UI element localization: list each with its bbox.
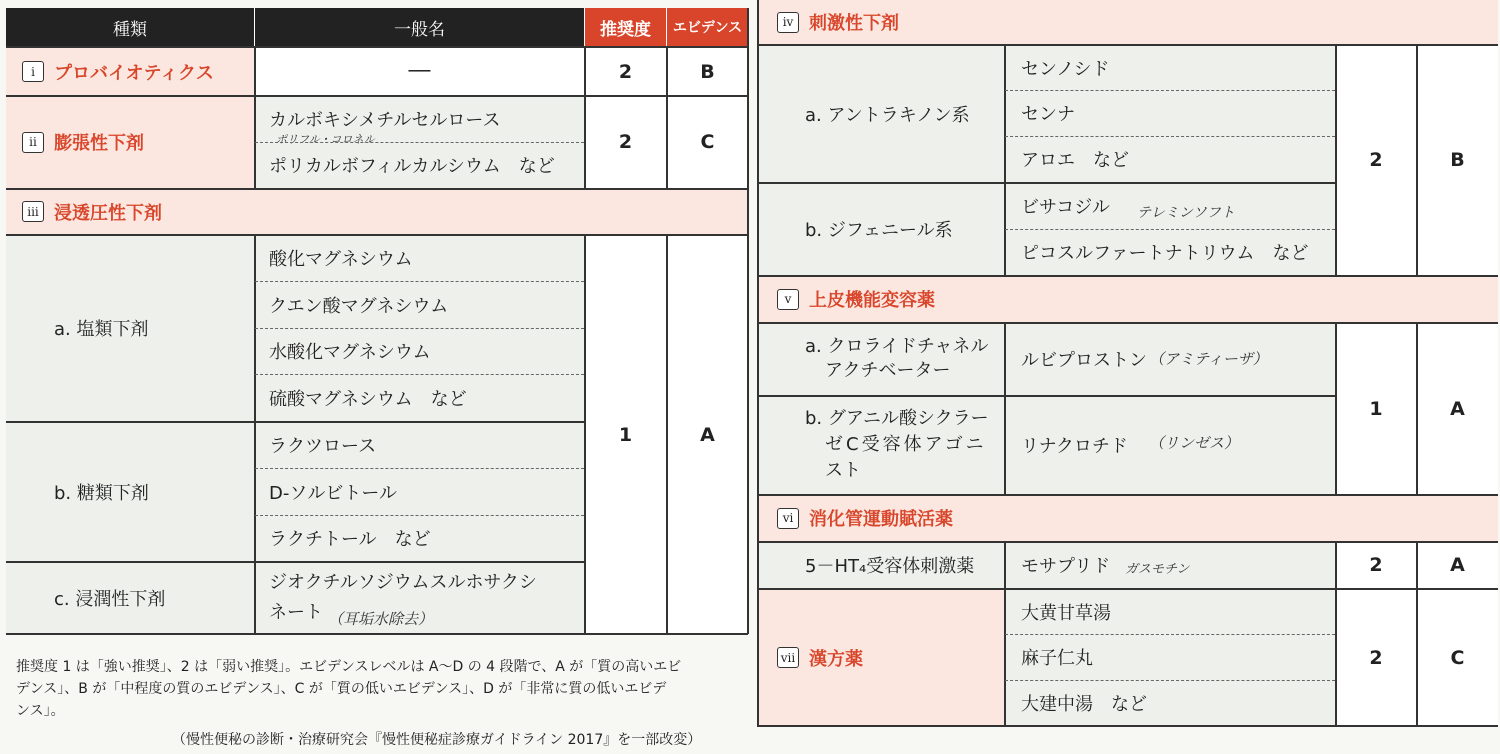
generic-name: ピコスルファートナトリウム など bbox=[1005, 229, 1335, 275]
generic-name: センノシド bbox=[1005, 45, 1335, 90]
section-name: 消化管運動賦活薬 bbox=[809, 509, 953, 530]
subtype-label: 5－HT₄受容体刺激薬 bbox=[757, 542, 1004, 588]
section-name: 刺激性下剤 bbox=[809, 13, 899, 34]
rule bbox=[6, 46, 748, 48]
evidence-level: A bbox=[1450, 397, 1465, 420]
evidence-level: B bbox=[1450, 149, 1465, 171]
rule bbox=[757, 494, 1498, 496]
header-type: 種類 bbox=[6, 8, 254, 46]
handwritten-note: ガスモチン bbox=[1125, 562, 1190, 577]
section-name: プロバイオティクス bbox=[54, 62, 214, 84]
handwritten-note: ポリフル・コロネル bbox=[276, 133, 375, 146]
recommend-grade: 1 bbox=[1369, 397, 1383, 420]
footnote bbox=[16, 656, 756, 722]
section-name: 漢方薬 bbox=[809, 648, 863, 670]
rule bbox=[747, 8, 749, 634]
handwritten-note: テレミンソフト bbox=[1137, 205, 1235, 221]
generic-name: ラクツロース bbox=[255, 422, 584, 468]
generic-name: リナクロチド bbox=[1005, 396, 1335, 494]
generic-name: アロエ など bbox=[1005, 136, 1335, 182]
rule bbox=[757, 588, 1498, 590]
dash-rule bbox=[255, 515, 584, 516]
subtype-label bbox=[757, 323, 1004, 395]
rule bbox=[666, 46, 668, 188]
subtype-label-line: a. クロライドチャネル bbox=[805, 336, 989, 357]
generic-name: モサプリド bbox=[1005, 542, 1335, 588]
handwritten-note: （リンゼス） bbox=[1149, 434, 1240, 452]
section-bulk-laxative bbox=[6, 96, 254, 188]
section-gi-prokinetic bbox=[757, 495, 1498, 541]
section-name: 上皮機能変容薬 bbox=[809, 290, 935, 311]
generic-name: 硫酸マグネシウム など bbox=[255, 374, 584, 421]
recommend-grade: 2 bbox=[1369, 554, 1383, 576]
rule bbox=[757, 395, 1335, 397]
rule bbox=[757, 182, 1335, 184]
dash-rule bbox=[1005, 90, 1335, 91]
subtype-label-line: b. グアニル酸シクラー bbox=[805, 408, 989, 429]
rule bbox=[1004, 44, 1006, 276]
rule bbox=[666, 234, 668, 634]
generic-name: D-ソルビトール bbox=[255, 468, 584, 515]
recommend-grade: 1 bbox=[618, 423, 633, 446]
rule bbox=[1335, 541, 1337, 726]
rule bbox=[584, 46, 586, 188]
rule bbox=[6, 421, 584, 423]
section-epithelial-function-modifier bbox=[757, 276, 1498, 322]
generic-name: 大建中湯 など bbox=[1005, 680, 1335, 726]
generic-name: ポリカルボフィルカルシウム など bbox=[255, 142, 584, 188]
rule bbox=[757, 275, 1498, 277]
rule bbox=[6, 188, 748, 190]
footnote-line: デンス」、B が「中程度の質のエビデンス」、C が「質の低いエビデンス」、D が「非常に質の低いエビデ bbox=[16, 681, 667, 697]
generic-name: 麻子仁丸 bbox=[1005, 634, 1335, 680]
dash-rule bbox=[255, 328, 584, 329]
section-num: v bbox=[777, 289, 799, 310]
evidence-level: C bbox=[1450, 646, 1465, 669]
generic-name: ラクチトール など bbox=[255, 515, 584, 561]
handwritten-note: （アミティーザ） bbox=[1149, 350, 1268, 368]
rule bbox=[757, 44, 1498, 46]
subtype-label: c. 浸潤性下剤 bbox=[6, 562, 254, 634]
generic-name: センナ bbox=[1005, 90, 1335, 136]
rule bbox=[1416, 541, 1418, 726]
section-probiotics bbox=[6, 48, 254, 95]
left-table bbox=[6, 8, 748, 634]
section-num: vi bbox=[777, 508, 799, 529]
header-recommend: 推奨度 bbox=[585, 8, 666, 46]
rule bbox=[1004, 322, 1006, 495]
generic-name: ルビプロストン bbox=[1005, 323, 1335, 395]
header-evidence: エビデンス bbox=[667, 8, 748, 46]
dash-rule bbox=[1005, 136, 1335, 137]
rule bbox=[1335, 44, 1337, 276]
footnote-line: ンス」。 bbox=[16, 703, 65, 719]
dash-rule bbox=[1005, 229, 1335, 230]
generic-name: 酸化マグネシウム bbox=[255, 235, 584, 281]
subtype-label-line: アクチベーター bbox=[825, 360, 951, 381]
generic-name: ── bbox=[408, 61, 431, 82]
section-num: iii bbox=[22, 201, 44, 222]
header-generic: 一般名 bbox=[255, 8, 584, 46]
dash-rule bbox=[255, 281, 584, 282]
section-num: iv bbox=[777, 12, 799, 33]
rule bbox=[6, 234, 748, 236]
recommend-grade: 2 bbox=[1369, 646, 1383, 669]
rule bbox=[1416, 44, 1418, 276]
rule bbox=[757, 0, 759, 726]
recommend-grade: 2 bbox=[618, 131, 633, 153]
section-stimulant-laxative bbox=[757, 0, 1498, 44]
generic-name: 水酸化マグネシウム bbox=[255, 328, 584, 374]
rule bbox=[757, 725, 1498, 727]
rule bbox=[584, 234, 586, 634]
section-num: i bbox=[22, 61, 44, 82]
generic-name: カルボキシメチルセルロース bbox=[255, 96, 584, 142]
rule bbox=[757, 322, 1498, 324]
section-osmotic-laxative bbox=[6, 189, 748, 234]
handwritten-note: （耳垢水除去） bbox=[328, 610, 434, 628]
dash-rule bbox=[255, 468, 584, 469]
rule bbox=[6, 561, 584, 563]
rule bbox=[1416, 322, 1418, 495]
rule bbox=[6, 633, 748, 635]
section-num: ii bbox=[22, 132, 44, 153]
subtype-label bbox=[757, 396, 1004, 494]
dash-rule bbox=[255, 374, 584, 375]
subtype-label-line: スト bbox=[825, 460, 861, 481]
generic-name-line: ジオクチルソジウムスルホサクシ bbox=[269, 572, 537, 593]
section-name: 膨張性下剤 bbox=[54, 133, 144, 154]
section-num: vii bbox=[777, 647, 799, 668]
evidence-level: C bbox=[700, 131, 715, 153]
dash-rule bbox=[1005, 634, 1335, 635]
subtype-label: a. アントラキノン系 bbox=[757, 45, 1004, 182]
evidence-level: B bbox=[700, 60, 715, 83]
generic-name: ビサコジル bbox=[1005, 183, 1335, 229]
generic-name-line: ネート bbox=[269, 602, 323, 623]
subtype-label-line: ゼC受容体アゴニ bbox=[825, 434, 987, 455]
recommend-grade: 2 bbox=[1369, 149, 1383, 171]
evidence-level: A bbox=[700, 423, 715, 446]
section-name: 浸透圧性下剤 bbox=[54, 202, 162, 224]
dash-rule bbox=[255, 142, 584, 143]
rule bbox=[254, 234, 256, 634]
dash-rule bbox=[1005, 680, 1335, 681]
rule bbox=[757, 541, 1498, 543]
rule bbox=[1335, 322, 1337, 495]
recommend-grade: 2 bbox=[618, 60, 633, 83]
rule bbox=[6, 95, 748, 97]
subtype-label: b. ジフェニール系 bbox=[757, 183, 1004, 275]
source-citation: （慢性便秘の診断・治療研究会『慢性便秘症診療ガイドライン 2017』を一部改変） bbox=[172, 732, 702, 748]
section-kampo bbox=[757, 589, 1004, 726]
generic-name: クエン酸マグネシウム bbox=[255, 281, 584, 328]
footnote-line: 推奨度 1 は「強い推奨」、2 は「弱い推奨」。エビデンスレベルは A～D の 4 段階で、A が「質の高いエビ bbox=[16, 659, 682, 675]
right-table bbox=[757, 0, 1498, 726]
subtype-label: a. 塩類下剤 bbox=[6, 235, 254, 421]
evidence-level: A bbox=[1450, 554, 1465, 576]
generic-name: 大黄甘草湯 bbox=[1005, 589, 1335, 634]
subtype-label: b. 糖類下剤 bbox=[6, 422, 254, 561]
rule bbox=[254, 46, 256, 188]
